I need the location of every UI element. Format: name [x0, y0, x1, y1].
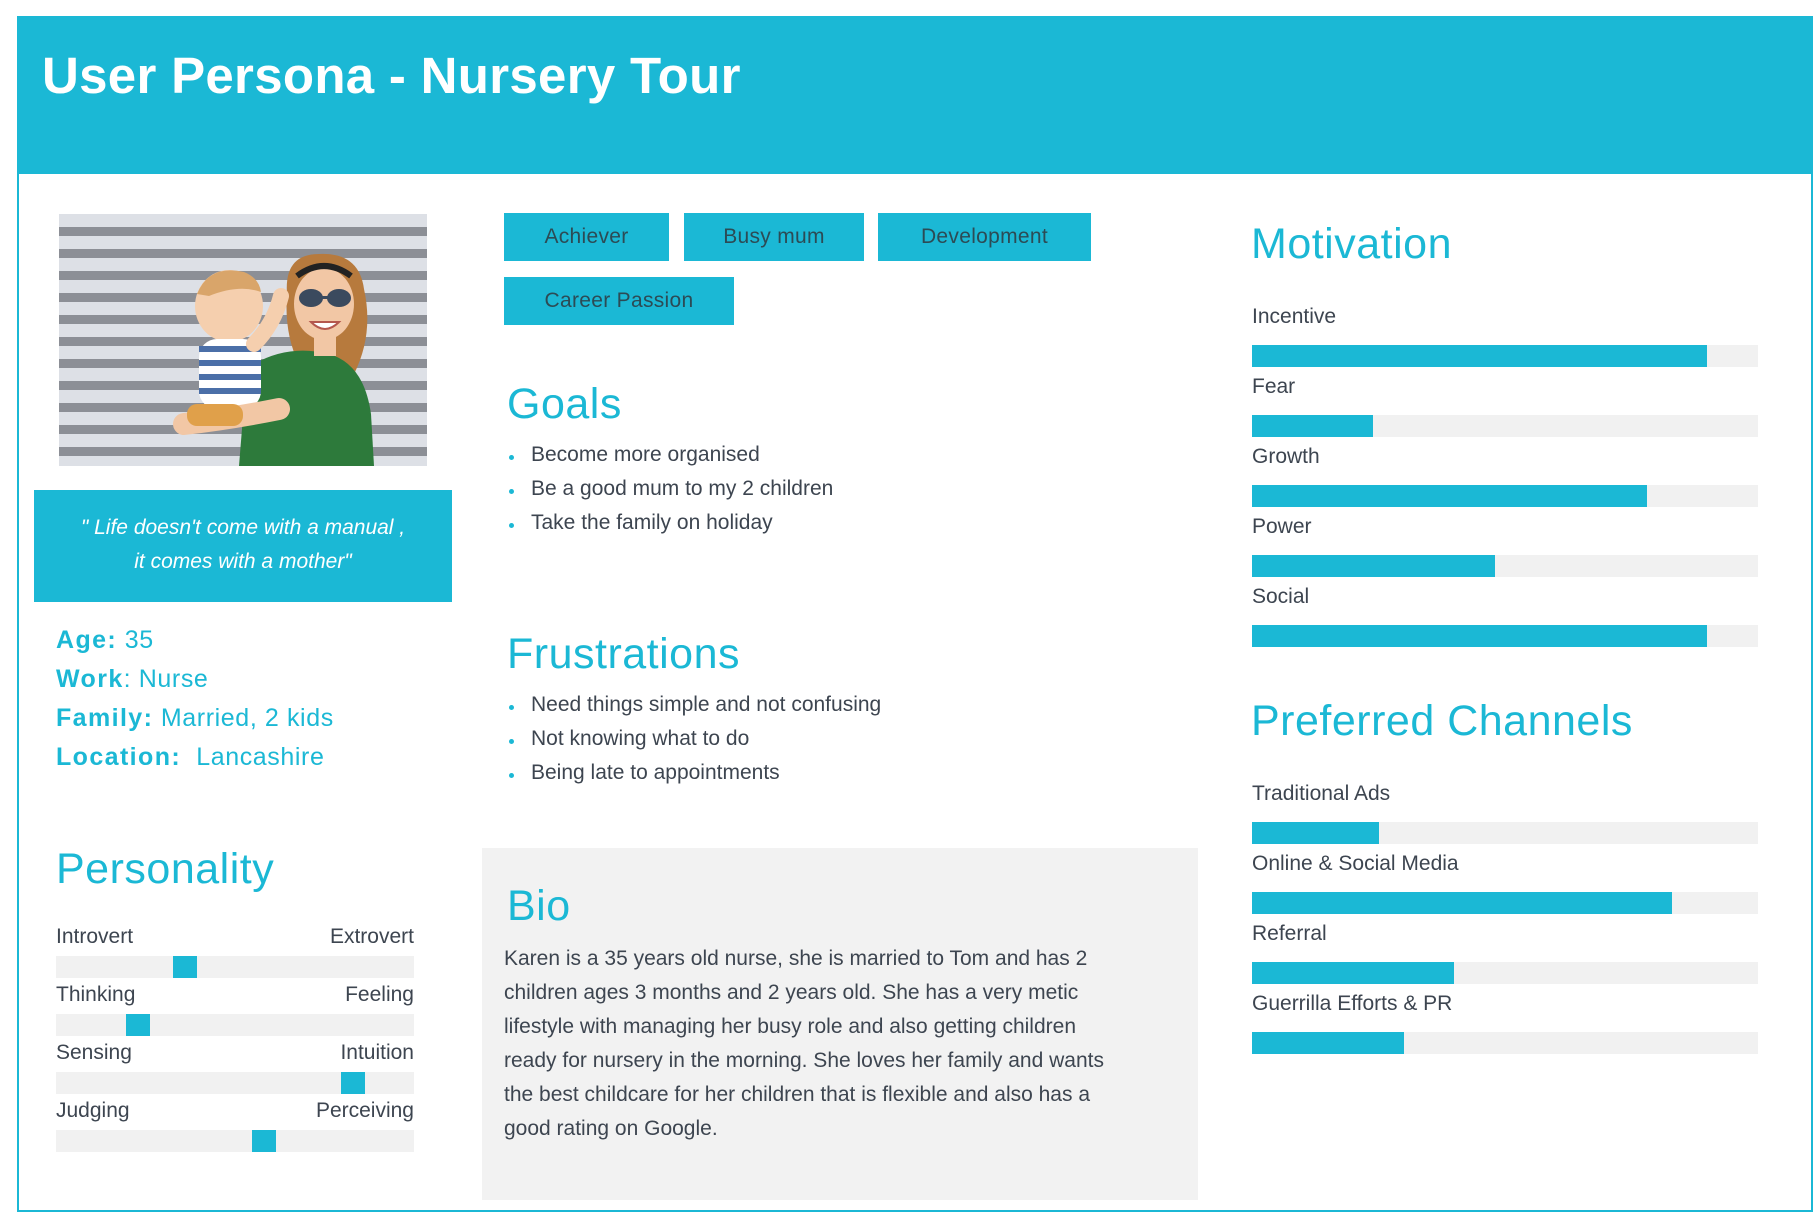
motivation-incentive: [1252, 305, 1758, 367]
trait-track: [56, 1072, 414, 1094]
bar-label: Social: [1252, 585, 1310, 608]
trait-marker: [173, 956, 197, 978]
bar-track: [1252, 1032, 1758, 1054]
fact-family: [56, 704, 334, 743]
list-item: Need things simple and not confusing: [505, 693, 881, 727]
bio-heading: Bio: [507, 882, 571, 930]
list-item: Become more organised: [505, 443, 833, 477]
bar-fill: [1252, 822, 1379, 844]
bar-label: Growth: [1252, 445, 1320, 468]
bar-fill: [1252, 555, 1495, 577]
bar-fill: [1252, 345, 1707, 367]
bar-label: Fear: [1252, 375, 1296, 398]
channel-online-social: [1252, 852, 1758, 914]
list-item: Take the family on holiday: [505, 511, 833, 545]
motivation-power: [1252, 515, 1758, 577]
bar-fill: [1252, 892, 1672, 914]
trait-marker: [341, 1072, 365, 1094]
trait-marker: [126, 1014, 150, 1036]
bar-label: Online & Social Media: [1252, 852, 1459, 875]
fact-value: : Nurse: [123, 665, 209, 693]
tag-busy-mum: Busy mum: [684, 213, 864, 261]
fact-location: [56, 743, 334, 782]
tag-achiever: Achiever: [504, 213, 669, 261]
trait-track: [56, 956, 414, 978]
trait-introvert-extrovert: [56, 925, 414, 978]
trait-right-label: Intuition: [340, 1041, 414, 1064]
list-item: Being late to appointments: [505, 761, 881, 795]
trait-track: [56, 1130, 414, 1152]
motivation-heading: Motivation: [1251, 220, 1452, 268]
fact-value: Lancashire: [196, 743, 325, 771]
fact-label: Family:: [56, 704, 154, 732]
quote-line-2: it comes with a mother": [134, 550, 352, 573]
trait-judging-perceiving: [56, 1099, 414, 1152]
bar-track: [1252, 625, 1758, 647]
bar-label: Incentive: [1252, 305, 1337, 328]
tag-development: Development: [878, 213, 1091, 261]
trait-right-label: Extrovert: [329, 925, 414, 948]
bar-track: [1252, 962, 1758, 984]
persona-facts: [56, 626, 334, 782]
frustrations-heading: Frustrations: [507, 630, 741, 678]
bar-label: Traditional Ads: [1252, 782, 1391, 805]
header-banner: [17, 16, 1813, 174]
bio-line: good rating on Google.: [504, 1117, 718, 1140]
goals-heading: Goals: [507, 380, 622, 428]
bar-fill: [1252, 962, 1454, 984]
bar-track: [1252, 345, 1758, 367]
bar-fill: [1252, 625, 1707, 647]
fact-work: [56, 665, 334, 704]
trait-left-label: Judging: [56, 1099, 130, 1122]
channels-heading: Preferred Channels: [1251, 697, 1633, 745]
bar-label: Referral: [1252, 922, 1327, 945]
fact-value: Married, 2 kids: [160, 704, 334, 732]
trait-left-label: Thinking: [56, 983, 136, 1006]
bio-line: ready for nursery in the morning. She loves her family and wants: [504, 1049, 1104, 1072]
trait-right-label: Feeling: [345, 983, 414, 1006]
trait-right-label: Perceiving: [315, 1099, 414, 1122]
channel-referral: [1252, 922, 1758, 984]
motivation-social: [1252, 585, 1758, 647]
page-title: User Persona - Nursery Tour: [42, 47, 741, 104]
bar-track: [1252, 892, 1758, 914]
trait-sensing-intuition: [56, 1041, 414, 1094]
motivation-growth: [1252, 445, 1758, 507]
bio-line: children ages 3 months and 2 years old. She has a very metic: [504, 981, 1079, 1004]
list-item: Not knowing what to do: [505, 727, 881, 761]
fact-label: Location:: [56, 743, 182, 771]
fact-label: Age:: [56, 626, 118, 654]
bar-track: [1252, 822, 1758, 844]
trait-marker: [252, 1130, 276, 1152]
fact-label: Work: [56, 665, 124, 693]
motivation-fear: [1252, 375, 1758, 437]
trait-left-label: Introvert: [56, 925, 134, 948]
bar-label: Guerrilla Efforts & PR: [1252, 992, 1453, 1015]
goals-list: [505, 443, 833, 545]
bar-track: [1252, 485, 1758, 507]
bio-line: the best childcare for her children that is flexible and also has a: [504, 1083, 1091, 1106]
bar-label: Power: [1252, 515, 1312, 538]
bar-fill: [1252, 415, 1373, 437]
frustrations-list: [505, 693, 881, 795]
trait-left-label: Sensing: [56, 1041, 132, 1064]
mother-and-baby-photo-icon: [59, 214, 427, 466]
bar-fill: [1252, 485, 1647, 507]
bio-line: lifestyle with managing her busy role and also getting children: [504, 1015, 1076, 1038]
persona-quote: [34, 490, 452, 602]
trait-track: [56, 1014, 414, 1036]
trait-thinking-feeling: [56, 983, 414, 1036]
channel-traditional-ads: [1252, 782, 1758, 844]
bio-text: [504, 942, 1184, 1146]
personality-heading: Personality: [56, 845, 275, 893]
fact-age: [56, 626, 334, 665]
fact-value: 35: [124, 626, 154, 654]
tag-career-passion: Career Passion: [504, 277, 734, 325]
bar-fill: [1252, 1032, 1404, 1054]
quote-line-1: " Life doesn't come with a manual ,: [80, 516, 406, 539]
persona-photo: [59, 214, 427, 466]
bio-line: Karen is a 35 years old nurse, she is married to Tom and has 2: [504, 947, 1088, 970]
channel-guerrilla: [1252, 992, 1758, 1054]
list-item: Be a good mum to my 2 children: [505, 477, 833, 511]
bar-track: [1252, 555, 1758, 577]
bar-track: [1252, 415, 1758, 437]
